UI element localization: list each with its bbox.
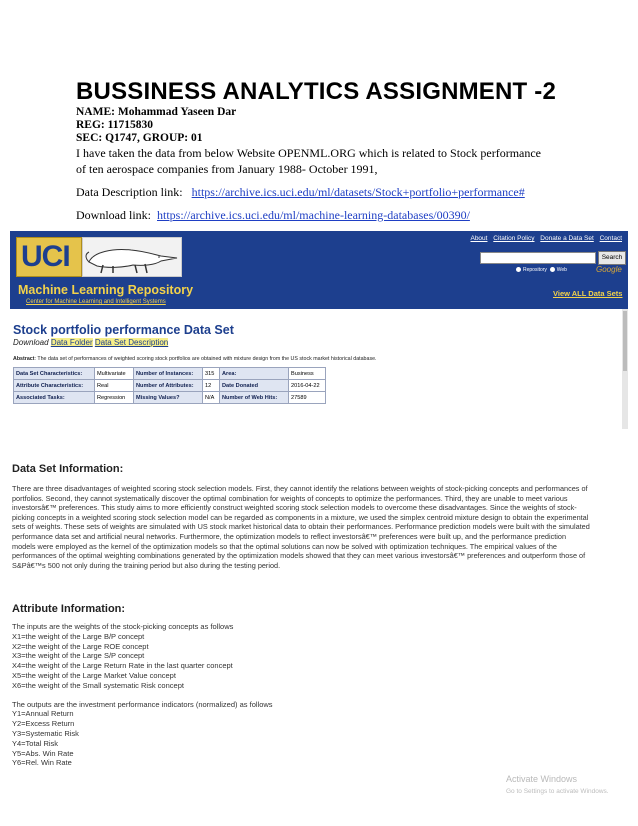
info-line: models were employed as the kernel of the optimization models so that the optimal solutions can now be solved with optimization techniques. The empirical values of the bbox=[12, 541, 557, 551]
student-name: NAME: Mohammad Yaseen Dar bbox=[76, 106, 237, 118]
table-cell: Real bbox=[95, 380, 134, 392]
table-row bbox=[14, 392, 326, 404]
table-cell: Regression bbox=[95, 392, 134, 404]
registration-number: REG: 11715830 bbox=[76, 119, 153, 131]
output-item: Y5=Abs. Win Rate bbox=[12, 748, 74, 758]
intro-line-2: of ten aerospace companies from January 1988- October 1991, bbox=[76, 162, 378, 176]
characteristics-table bbox=[13, 367, 326, 404]
table-cell: 2016-04-22 bbox=[289, 380, 326, 392]
output-item: Y2=Excess Return bbox=[12, 719, 75, 729]
search-scope bbox=[516, 267, 567, 273]
abstract bbox=[13, 356, 377, 362]
table-cell: Associated Tasks: bbox=[14, 392, 95, 404]
input-item: X2=the weight of the Large ROE concept bbox=[12, 641, 149, 651]
scrollbar-thumb[interactable] bbox=[623, 311, 627, 371]
attribute-information-section bbox=[12, 603, 273, 768]
attribute-information-title: Attribute Information: bbox=[12, 603, 126, 615]
outputs-intro: The outputs are the investment performance indicators (normalized) as follows bbox=[12, 699, 273, 709]
info-line: There are three disadvantages of weighted scoring stock selection models. First, they cannot identify the relations between weights of stock-picking concepts and performances of bbox=[12, 484, 588, 493]
dataset-info-screenshot bbox=[10, 453, 628, 813]
info-line: S&Pâ€™s 500 not only during the training period but also during the testing period. bbox=[12, 560, 281, 570]
section-group: SEC: Q1747, GROUP: 01 bbox=[76, 132, 203, 144]
input-item: X4=the weight of the Large Return Rate in the last quarter concept bbox=[12, 661, 233, 671]
table-cell: Attribute Characteristics: bbox=[14, 380, 95, 392]
table-cell: 315 bbox=[203, 368, 220, 380]
citation-policy-link[interactable]: Citation Policy bbox=[493, 235, 535, 242]
search-input[interactable] bbox=[480, 252, 596, 264]
radio-web-icon[interactable] bbox=[550, 267, 555, 272]
radio-web-label: Web bbox=[556, 267, 567, 273]
table-cell: Number of Web Hits: bbox=[220, 392, 289, 404]
info-line: investorsâ€™ preferences. This study aims to more efficiently construct weighted scoring stock selection models to overcome these disadvantages. Since the weights of stock- bbox=[12, 503, 577, 513]
data-set-description-link[interactable]: Data Set Description bbox=[94, 338, 169, 347]
radio-repository-label: Repository bbox=[523, 267, 547, 273]
uci-screenshot bbox=[10, 231, 628, 453]
input-item: X5=the weight of the Large Market Value concept bbox=[12, 670, 176, 680]
info-line: performances of the optimal weighting combinations generated by the optimization models showed that they can meet various investorsâ€™ preferences and outperform those of bbox=[12, 551, 586, 561]
table-row bbox=[14, 368, 326, 380]
abstract-text: : The data set of performances of weighted scoring stock portfolios are obtained with mixture design from the US stock market historical database. bbox=[34, 356, 377, 362]
table-cell: Data Set Characteristics: bbox=[14, 368, 95, 380]
table-cell: Area: bbox=[220, 368, 289, 380]
contact-link[interactable]: Contact bbox=[599, 235, 622, 242]
abstract-label: Abstract bbox=[13, 356, 35, 362]
input-item: X1=the weight of the Large B/P concept bbox=[12, 631, 145, 641]
input-item: X6=the weight of the Small systematic Risk concept bbox=[12, 680, 184, 690]
output-item: Y1=Annual Return bbox=[12, 709, 74, 719]
table-cell: N/A bbox=[203, 392, 220, 404]
dataset-information-section bbox=[12, 463, 590, 570]
repository-subtitle[interactable]: Center for Machine Learning and Intelligent Systems bbox=[26, 299, 166, 305]
table-cell: 12 bbox=[203, 380, 220, 392]
download-label: Download link: bbox=[76, 208, 151, 222]
activate-windows-watermark: Activate Windows bbox=[506, 774, 578, 784]
table-row bbox=[14, 380, 326, 392]
data-description-link[interactable]: https://archive.ics.uci.edu/ml/datasets/Stock+portfolio+performance# bbox=[191, 185, 525, 199]
repository-title: Machine Learning Repository bbox=[18, 283, 194, 297]
document-header bbox=[76, 78, 576, 223]
download-line bbox=[76, 208, 576, 223]
anteater-icon bbox=[82, 237, 182, 277]
top-links bbox=[466, 235, 622, 242]
output-item: Y3=Systematic Risk bbox=[12, 728, 79, 738]
uci-header bbox=[10, 231, 628, 309]
dataset-links bbox=[13, 338, 168, 347]
input-item: X3=the weight of the Large S/P concept bbox=[12, 651, 145, 661]
table-cell: Multivariate bbox=[95, 368, 134, 380]
output-item: Y6=Rel. Win Rate bbox=[12, 758, 72, 768]
dataset-title: Stock portfolio performance Data Set bbox=[13, 323, 234, 337]
data-description-line bbox=[76, 185, 576, 200]
view-all-datasets-link[interactable]: View ALL Data Sets bbox=[553, 289, 623, 298]
radio-repository-icon[interactable] bbox=[516, 267, 521, 272]
inputs-intro: The inputs are the weights of the stock-picking concepts as follows bbox=[12, 622, 234, 631]
table-cell: Business bbox=[289, 368, 326, 380]
data-folder-link[interactable]: Data Folder bbox=[50, 338, 93, 347]
search-button[interactable]: Search bbox=[598, 251, 626, 265]
info-line: sets of weights. These sets of weights are simulated with US stock market historical data to obtain their performances. Performance prediction models were built with the simulated bbox=[12, 522, 590, 532]
table-cell: Missing Values? bbox=[134, 392, 203, 404]
table-cell: Date Donated bbox=[220, 380, 289, 392]
page-title: BUSSINESS ANALYTICS ASSIGNMENT -2 bbox=[76, 78, 557, 105]
output-item: Y4=Total Risk bbox=[12, 738, 59, 748]
donate-link[interactable]: Donate a Data Set bbox=[540, 235, 594, 242]
table-cell: Number of Attributes: bbox=[134, 380, 203, 392]
table-cell: 27589 bbox=[289, 392, 326, 404]
download-word: Download bbox=[13, 338, 49, 347]
info-line: performance data set and artificial neural networks. Furthermore, the optimization models to reflect investorsâ€™ preferences were built up, and the performance prediction bbox=[12, 531, 567, 541]
dataset-information-title: Data Set Information: bbox=[12, 463, 124, 475]
table-cell: Number of Instances: bbox=[134, 368, 203, 380]
intro-line-1: I have taken the data from below Website OPENML.ORG which is related to Stock performance bbox=[76, 146, 542, 160]
data-description-label: Data Description link: bbox=[76, 185, 183, 199]
uci-logo[interactable] bbox=[16, 237, 82, 277]
info-line: portfolios. Second, they cannot systematically discover the optimal combination for weights of concepts to optimize the performances. Third, they are unable to meet various bbox=[12, 493, 568, 503]
info-line: picking concepts in a weighted scoring stock selection model can be regarded as components in a mixture, we used the simplex centroid mixture design to obtain the experimental bbox=[12, 512, 589, 522]
uci-logo-text: UCI bbox=[21, 240, 70, 273]
activate-windows-hint: Go to Settings to activate Windows. bbox=[506, 788, 609, 795]
google-logo: Google bbox=[596, 265, 622, 274]
download-link[interactable]: https://archive.ics.uci.edu/ml/machine-learning-databases/00390/ bbox=[157, 208, 470, 222]
about-link[interactable]: About bbox=[470, 235, 488, 242]
